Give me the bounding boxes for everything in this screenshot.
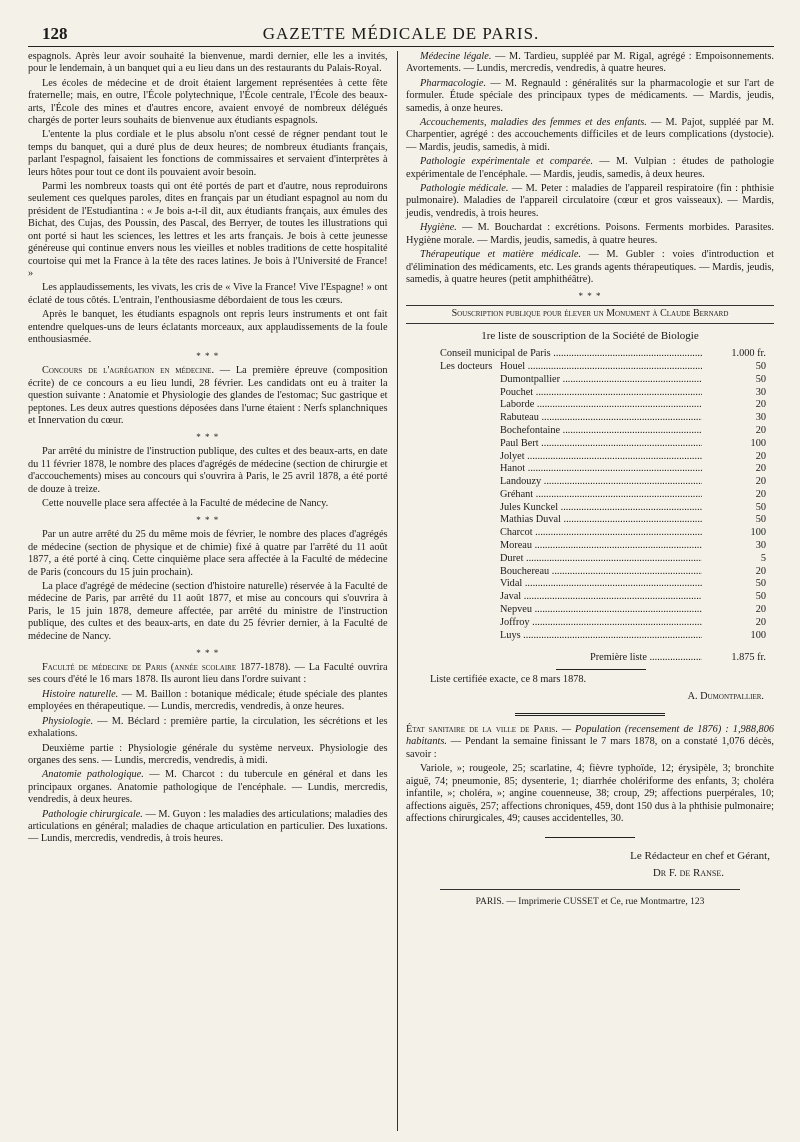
course-name: Pharmacologie. <box>420 77 487 89</box>
docteurs-label <box>440 374 500 387</box>
subscriber-amount: 20 <box>755 616 766 628</box>
list-item <box>440 591 766 604</box>
docteurs-label <box>440 425 500 438</box>
faculte-text: — La Faculté ouvrira ses cours d'été le 16 mars 1878. Ils auront lieu dans l'ordre suivant : <box>28 662 388 686</box>
docteurs-label <box>440 553 500 566</box>
course-entry <box>406 249 774 286</box>
subscriber-amount: 20 <box>755 476 766 488</box>
subscriber-amount: 50 <box>755 514 766 526</box>
course-name: Pathologie médicale. <box>420 183 509 195</box>
subscriber-amount: 30 <box>755 386 766 398</box>
subscription-list <box>406 348 774 665</box>
subscriber-amount: 20 <box>755 399 766 411</box>
list-item <box>440 502 766 515</box>
docteurs-label <box>440 514 500 527</box>
list-item <box>440 425 766 438</box>
course-entry <box>28 743 388 768</box>
subscriber-amount: 50 <box>755 373 766 385</box>
etat-text: — Pendant la semaine finissant le 7 mars 1878, on a constaté 1,076 décès, savoir : <box>406 736 774 760</box>
docteurs-label <box>440 502 500 515</box>
list-item <box>440 540 766 553</box>
asterism: * * * <box>578 291 602 302</box>
journal-title: GAZETTE MÉDICALE DE PARIS. <box>262 24 540 43</box>
column-divider <box>397 51 398 1131</box>
docteurs-label <box>440 540 500 553</box>
paragraph: Après le banquet, les étudiants espagnols ont repris leurs instruments et ont fait entendre quelques-uns de leurs éclatants morceaux, aux applaudissements de la foule enthousiasmée. <box>28 309 388 345</box>
course-name: Anatomie pathologique. <box>42 769 144 781</box>
subscriber-amount: 20 <box>755 488 766 500</box>
course-text: Deuxième partie : Physiologie générale du système nerveux. Physiologie des organes des sens. — Lundis, mercredis, vendredis, à midi. <box>28 742 388 766</box>
list-item <box>440 604 766 617</box>
divider <box>556 669 646 670</box>
course-entry <box>406 183 774 220</box>
course-text: — M. Béclard : première partie, la circulation, les sécrétions et les exhalations. <box>28 715 388 740</box>
redacteur-name: Dr F. de Ranse. <box>652 866 724 879</box>
divider <box>440 889 740 890</box>
etat-heading: État sanitaire de la ville de Paris. <box>406 724 558 736</box>
paragraph: L'entente la plus cordiale et le plus absolu n'ont cessé de régner pendant tout le temps du banquet, qui a duré plus de deux heures; de nombreux étudiants français, parlant l'espagnol, faisaient les fonctions de commissaires et servaient d'interprètes à leurs hôtes pour tout ce dont ils pouvaient avoir besoin. <box>28 129 388 178</box>
list-item <box>440 374 766 387</box>
course-text: — M. Guyon : les maladies des articulations; maladies des articulations en général; maladies de chaque articulation en particulier. Des luxations. — Lundis, mercredis, vendredis, à trois heures. <box>28 808 388 845</box>
subscriber-name: Pouchet ..... <box>500 387 702 400</box>
list-item <box>440 361 766 374</box>
list-item <box>440 553 766 566</box>
total-amount: 1.875 fr. <box>731 652 766 664</box>
columns <box>28 51 774 1131</box>
list-item <box>440 617 766 630</box>
subscriber-name: Mathias Duval ..... <box>500 514 702 527</box>
page-header <box>28 22 774 47</box>
subscriber-amount: 100 <box>750 437 766 449</box>
docteurs-label <box>440 578 500 591</box>
paragraph: Les écoles de médecine et de droit étaient largement représentées à cette fête fraternelle; mais, en outre, l'École polytechnique, l'École centrale, l'École des beaux-arts, l'École des mines et d'autres encore, avaient envoyé de nombreux délégués chargés de porter leurs souhaits de bienvenue aux étudiants espagnols. <box>28 77 388 127</box>
docteurs-label <box>440 451 500 464</box>
subscriber-amount: 50 <box>755 360 766 372</box>
list-item <box>440 412 766 425</box>
course-entry <box>28 769 388 806</box>
subscriber-amount: 30 <box>755 540 766 552</box>
course-entry <box>406 78 774 115</box>
etat-population: — Population (recensement de 1876) : 1,988,806 habitants. <box>406 724 774 748</box>
paragraph: Parmi les nombreux toasts qui ont été portés de part et d'autre, nous reproduirons seulement ces quelques paroles, dites en français par un étudiant espagnol au nom du président de l'Estudiantina : « Je bois a-t-il dit, aux étudiants français, aux émules des Bichat, des Cujas, des Poussin, des Pascal, des Berryer, de toutes les illustrations qui ont porté si haut les sciences, les lettres et les arts français. Je bois à cette jeunesse généreuse qui continue envers nous les vieilles et nobles traditions de cette hospitalité courtoise qui met la France à la tête des races latines. Je bois à l'Université de France! » <box>28 181 388 279</box>
docteurs-label <box>440 412 500 425</box>
list-item <box>440 438 766 451</box>
list-item <box>440 566 766 579</box>
asterism: * * * <box>196 648 220 659</box>
subscriber-name: Charcot ..... <box>500 527 702 540</box>
subscriber-amount: 1.000 fr. <box>731 348 766 360</box>
docteurs-label <box>440 527 500 540</box>
docteurs-label: Les docteurs <box>440 360 493 372</box>
total-label: Première liste ..... <box>590 652 702 665</box>
docteurs-label <box>440 591 500 604</box>
souscription-title: Souscription publique pour élever un Monument à Claude Bernard <box>406 305 774 323</box>
course-text: — M. Bouchardat : excrétions. Poisons. Ferments morbides. Parasites. Hygiène morale. — Mardis, jeudis, samedis, à quatre heures. <box>406 222 774 246</box>
paragraph: Cette nouvelle place sera affectée à la Faculté de médecine de Nancy. <box>42 498 329 509</box>
list-item <box>440 514 766 527</box>
subscriber-name: Moreau ..... <box>500 540 702 553</box>
subscriber-amount: 20 <box>755 450 766 462</box>
subscriber-amount: 20 <box>755 565 766 577</box>
subscriber-name: Duret ..... <box>500 553 702 566</box>
docteurs-label <box>440 438 500 451</box>
list-item <box>440 387 766 400</box>
subscriber-name: Jules Kunckel ..... <box>500 502 702 515</box>
page-number: 128 <box>42 24 68 43</box>
concours-heading: Concours de l'agrégation en médecine. <box>42 365 215 377</box>
course-name: Médecine légale. <box>420 51 492 62</box>
right-column <box>406 51 774 1131</box>
subscriber-name: Jolyet ..... <box>500 451 702 464</box>
subscriber-name: Rabuteau ..... <box>500 412 702 425</box>
subscriber-amount: 20 <box>755 463 766 475</box>
course-text: — M. Charcot : du tubercule en général et dans les principaux organes. Anatomie pathologique de l'encéphale. — Lundis, mercredis, vendredis, à deux heures. <box>28 769 388 806</box>
subscriber-amount: 30 <box>755 412 766 424</box>
course-name: Physiologie. <box>42 715 94 727</box>
course-name: Hygiène. <box>420 222 457 234</box>
course-entry <box>28 809 388 846</box>
course-text: — M. Baillon : botanique médicale; étude spéciale des plantes employées en thérapeutique. — Lundis, mercredis, vendredis, à onze heures. <box>28 688 388 713</box>
course-entry <box>406 51 774 76</box>
asterism: * * * <box>196 515 220 526</box>
docteurs-label <box>440 463 500 476</box>
double-rule <box>515 713 665 716</box>
subscriber-name: Conseil municipal de Paris ..... <box>440 348 702 361</box>
subscriber-amount: 50 <box>755 591 766 603</box>
course-entry <box>406 222 774 247</box>
doctors-list <box>440 361 766 643</box>
liste-title: 1re liste de souscription de la Société de Biologie <box>481 329 699 342</box>
course-text: — M. Tardieu, suppléé par M. Rigal, agrégé : Empoisonnements. Avortements. — Lundis, mercredis, vendredis, à quatre heures. <box>406 51 774 75</box>
asterism: * * * <box>196 432 220 443</box>
subscriber-name: Nepveu ..... <box>500 604 702 617</box>
paragraph: espagnols. Après leur avoir souhaité la bienvenue, mardi dernier, elle les a invités, pour le lendemain, à un banquet qui a eu lieu dans un des restaurants du Palais-Royal. <box>28 51 388 75</box>
course-name: Thérapeutique et matière médicale. <box>420 249 582 261</box>
redacteur-label: Le Rédacteur en chef et Gérant, <box>630 850 770 863</box>
divider <box>545 837 635 838</box>
etat-detail: Variole, »; rougeole, 25; scarlatine, 4; fièvre typhoïde, 12; érysipèle, 3; bronchite aiguë, 74; pneumonie, 85; dysenterie, 1; diarrhée cholériforme des enfants, 3; choléra infantile, »; choléra, »; angine couenneuse, 38; croup, 29; affections puerpérales, 10; affections aiguës, 257; affections chroniques, 459, dont 150 dus à la phthisie pulmonaire; affections chirurgicales, 49; causes accidentelles, 30. <box>406 763 774 824</box>
subscriber-amount: 20 <box>755 604 766 616</box>
course-text: — M. Peter : maladies de l'appareil respiratoire (fin : phthisie pulmonaire). Maladies de l'appareil circulatoire (cœur et gros vaisseaux). — Mardis, jeudis, vendredis, à trois heures. <box>406 183 774 219</box>
course-name: Pathologie expérimentale et comparée. <box>420 156 594 168</box>
course-name: Histoire naturelle. <box>42 688 119 700</box>
subscriber-amount: 50 <box>755 578 766 590</box>
subscriber-name: Vidal ..... <box>500 578 702 591</box>
subscriber-amount: 100 <box>750 629 766 641</box>
list-item <box>440 630 766 643</box>
faculte-paragraph <box>28 662 388 687</box>
list-item <box>440 527 766 540</box>
course-text: — M. Gubler : voies d'introduction et d'élimination des médicaments, etc. Les grands agents thérapeutiques. — Mardis, jeudis, samedis, à quatre heures (petit amphithéâtre). <box>406 249 774 285</box>
docteurs-label <box>440 399 500 412</box>
concours-text: — La première épreuve (composition écrite) de ce concours a eu lieu lundi, 28 février. Les candidats ont eu à traiter la question suivante : Anatomie et Physiologie des glandes de l'estomac; Suc gastrique et peptones. Les deux autres questions déposées dans l'urne étaient : Nerfs splanchniques et Innervation du cœur. <box>28 365 388 426</box>
paragraph: Les applaudissements, les vivats, les cris de « Vive la France! Vive l'Espagne! » ont éclaté de tous côtés. L'entrain, l'enthousiasme débordaient de tous les cœurs. <box>28 282 388 306</box>
docteurs-label <box>440 630 500 643</box>
subscriber-name: Javal ..... <box>500 591 702 604</box>
faculte-heading: Faculté de médecine de Paris (année scolaire 1877-1878). <box>42 662 291 674</box>
subscriber-name: Paul Bert ..... <box>500 438 702 451</box>
left-column <box>28 51 388 1131</box>
subscriber-name: Joffroy ..... <box>500 617 702 630</box>
subscriber-name: Luys ..... <box>500 630 702 643</box>
paragraph: Par un autre arrêté du 25 du même mois de février, le nombre des places d'agrégés de médecine (section de physique et de chimie) fixé à quatre par l'arrêté du 11 août 1877, a été porté à cinq. Cette cinquième place sera affectée à la Faculté de médecine de Paris (concours du 15 juin prochain). <box>28 529 388 578</box>
subscriber-name: Houel ..... <box>500 361 702 374</box>
course-entry <box>28 689 388 714</box>
list-item <box>440 399 766 412</box>
docteurs-label <box>440 617 500 630</box>
list-item <box>440 463 766 476</box>
course-name: Pathologie chirurgicale. <box>42 808 143 820</box>
subscriber-amount: 5 <box>760 552 766 564</box>
list-item <box>440 578 766 591</box>
subscriber-amount: 20 <box>755 424 766 436</box>
docteurs-label <box>440 489 500 502</box>
subscriber-amount: 50 <box>755 501 766 513</box>
imprimerie: PARIS. — Imprimerie CUSSET et Ce, rue Montmartre, 123 <box>475 897 705 908</box>
docteurs-label <box>440 476 500 489</box>
subscriber-name: Landouzy ..... <box>500 476 702 489</box>
subscriber-name: Gréhant ..... <box>500 489 702 502</box>
list-item <box>440 451 766 464</box>
concours-paragraph <box>28 365 388 427</box>
total-row <box>440 652 766 665</box>
course-name: Accouchements, maladies des femmes et des enfants. <box>420 117 647 129</box>
course-entry <box>28 716 388 741</box>
subscriber-name: Dumontpallier ..... <box>500 374 702 387</box>
docteurs-label <box>440 387 500 400</box>
asterism: * * * <box>196 351 220 362</box>
course-text: — M. Regnauld : généralités sur la pharmacologie et sur l'art de formuler. Étude spéciale des principaux types de médicaments. — Mardis, jeudis, samedis, à onze heures. <box>406 77 774 114</box>
docteurs-label <box>440 604 500 617</box>
subscriber-name: Hanot ..... <box>500 463 702 476</box>
paragraph: La place d'agrégé de médecine (section d'histoire naturelle) réservée à la Faculté de médecine de Paris, par arrêté du 11 août 1877, et mise au concours qui s'ouvrira à Paris, le 15 juin 1878, demeure affectée, par arrêté du ministre de l'instruction publique, des cultes et des beaux-arts, en date du 25 février dernier, à la Faculté de médecine de Nancy. <box>28 581 388 642</box>
subscriber-name: Laborde ..... <box>500 399 702 412</box>
course-entry <box>406 117 774 154</box>
etat-paragraph <box>406 724 774 761</box>
list-item <box>440 476 766 489</box>
list-item <box>440 348 766 361</box>
subscriber-name: Bouchereau ..... <box>500 566 702 579</box>
certifiee-text: Liste certifiée exacte, ce 8 mars 1878. <box>430 674 587 686</box>
list-item <box>440 489 766 502</box>
course-text: — M. Pajot, suppléé par M. Charpentier, agrégé : des accouchements difficiles et de leurs complications (dystocie). — Mardis, jeudis, samedis, à midi. <box>406 117 774 153</box>
subscriber-amount: 100 <box>750 527 766 539</box>
course-text: — M. Vulpian : études de pathologie expérimentale de l'encéphale. — Mardis, jeudis, samedis, à deux heures. <box>406 156 775 180</box>
signataire: A. Dumontpallier. <box>687 690 764 702</box>
docteurs-label <box>440 566 500 579</box>
course-entry <box>406 156 774 181</box>
subscriber-name: Bochefontaine ..... <box>500 425 702 438</box>
paragraph: Par arrêté du ministre de l'instruction publique, des cultes et des beaux-arts, en date du 11 février 1878, le nombre des places d'agrégés de médecine (section de chirurgie et d'accouchements) mises au concours qui s'ouvrira à Paris, le 25 avril 1878, a été porté de douze à treize. <box>28 446 388 495</box>
